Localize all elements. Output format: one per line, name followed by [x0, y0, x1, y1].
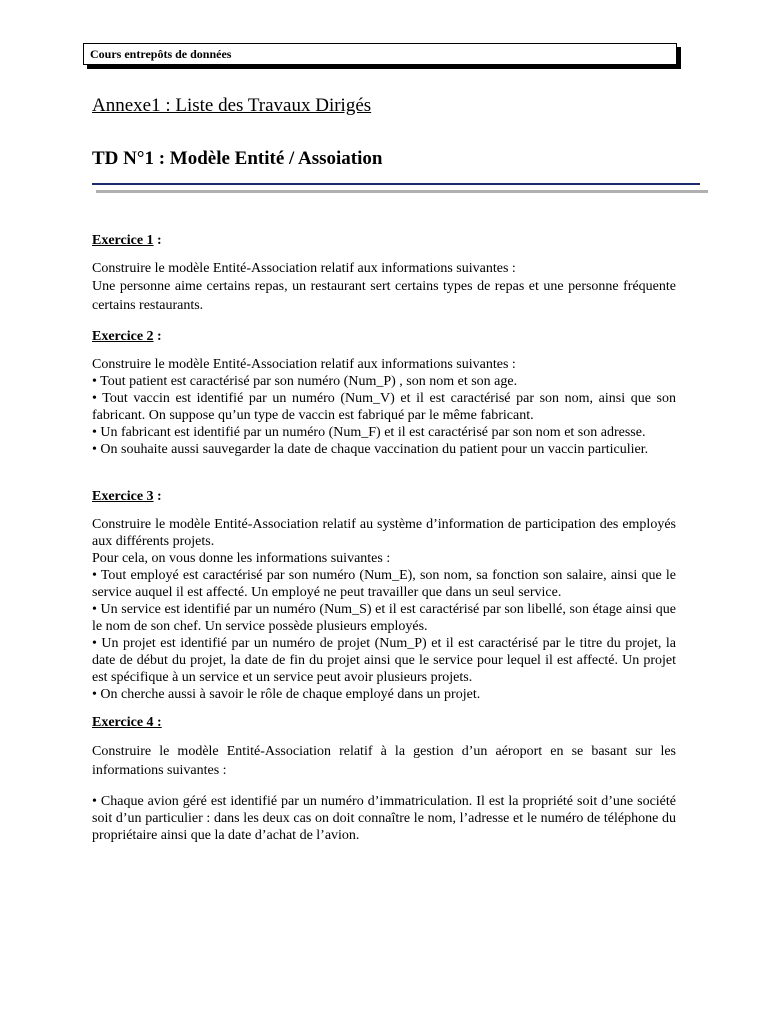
course-header [83, 43, 677, 65]
exercise-4-title [92, 714, 676, 731]
annexe-title: Annexe1 : Liste des Travaux Dirigés [92, 95, 372, 116]
course-header-text: Cours entrepôts de données [90, 47, 232, 61]
exercise-2-bullet-4: • On souhaite aussi sauvegarder la date de chaque vaccination du patient pour un vaccin particulier. [92, 442, 649, 457]
exercise-3-title [92, 488, 676, 505]
exercise-1-label: Exercice 1 [92, 233, 154, 248]
exercise-3-bullet-1: • Tout employé est caractérisé par son numéro (Num_E), son nom, sa fonction son salaire, ainsi que le service auquel il est affecté. Un employé ne peut travailler que dans un seul service. [92, 568, 676, 600]
exercise-1-line-2: Une personne aime certains repas, un restaurant sert certains types de repas et une personne fréquente certains restaurants. [92, 279, 676, 313]
exercise-4 [92, 714, 676, 844]
exercise-2-title [92, 328, 676, 345]
exercise-1-title [92, 232, 676, 249]
exercise-2-bullet-2: • Tout vaccin est identifié par un numéro (Num_V) et il est caractérisé par son nom, ainsi que son fabricant. On suppose qu’un type de vaccin est fabriqué par le même fabricant. [92, 391, 676, 423]
title-rule-blue [92, 183, 700, 185]
exercise-3-bullet-3: • Un projet est identifié par un numéro de projet (Num_P) et il est caractérisé par le titre du projet, la date de début du projet, la date de fin du projet ainsi que le service pour lequel il est affecté. Un projet est spécifique à un service et un service peut avoir plusieurs projets. [92, 636, 676, 685]
exercise-1-line-1: Construire le modèle Entité-Association relatif aux informations suivantes : [92, 261, 516, 276]
exercise-1 [92, 232, 676, 315]
exercise-3-suffix: : [153, 489, 162, 504]
exercise-3-bullet-2: • Un service est identifié par un numéro (Num_S) et il est caractérisé par son libellé, son étage ainsi que le nom de son chef. Un service possède plusieurs employés. [92, 602, 676, 634]
exercise-3-label: Exercice 3 [92, 489, 154, 504]
exercise-4-label: Exercice 4 : [92, 715, 162, 730]
exercise-2-intro: Construire le modèle Entité-Association relatif aux informations suivantes : [92, 357, 516, 372]
exercise-2-suffix: : [153, 329, 162, 344]
title-rule-gray [96, 190, 708, 193]
exercise-4-bullet-1: • Chaque avion géré est identifié par un numéro d’immatriculation. Il est la propriété soit d’une société soit d’un particulier : dans les deux cas on doit connaître le nom, l’adresse et le numéro de téléphone du propriétaire ainsi que la date d’achat de l’avion. [92, 794, 676, 843]
exercise-3-intro: Construire le modèle Entité-Association relatif au système d’information de participation des employés aux différents projets. [92, 517, 676, 549]
exercise-3-intro-2: Pour cela, on vous donne les informations suivantes : [92, 551, 391, 566]
exercise-2-label: Exercice 2 [92, 329, 154, 344]
exercise-3 [92, 488, 676, 703]
exercise-4-intro: Construire le modèle Entité-Association relatif à la gestion d’un aéroport en se basant sur les informations suivantes : [92, 744, 676, 778]
td-title: TD N°1 : Modèle Entité / Assoiation [92, 148, 383, 169]
exercise-2-bullet-3: • Un fabricant est identifié par un numéro (Num_F) et il est caractérisé par son nom et son adresse. [92, 425, 646, 440]
exercise-3-bullet-4: • On cherche aussi à savoir le rôle de chaque employé dans un projet. [92, 687, 481, 702]
exercise-1-suffix: : [153, 233, 162, 248]
document-body [92, 232, 676, 844]
exercise-2 [92, 328, 676, 458]
exercise-2-bullet-1: • Tout patient est caractérisé par son numéro (Num_P) , son nom et son age. [92, 374, 518, 389]
exercise-4-spacer [92, 780, 676, 793]
